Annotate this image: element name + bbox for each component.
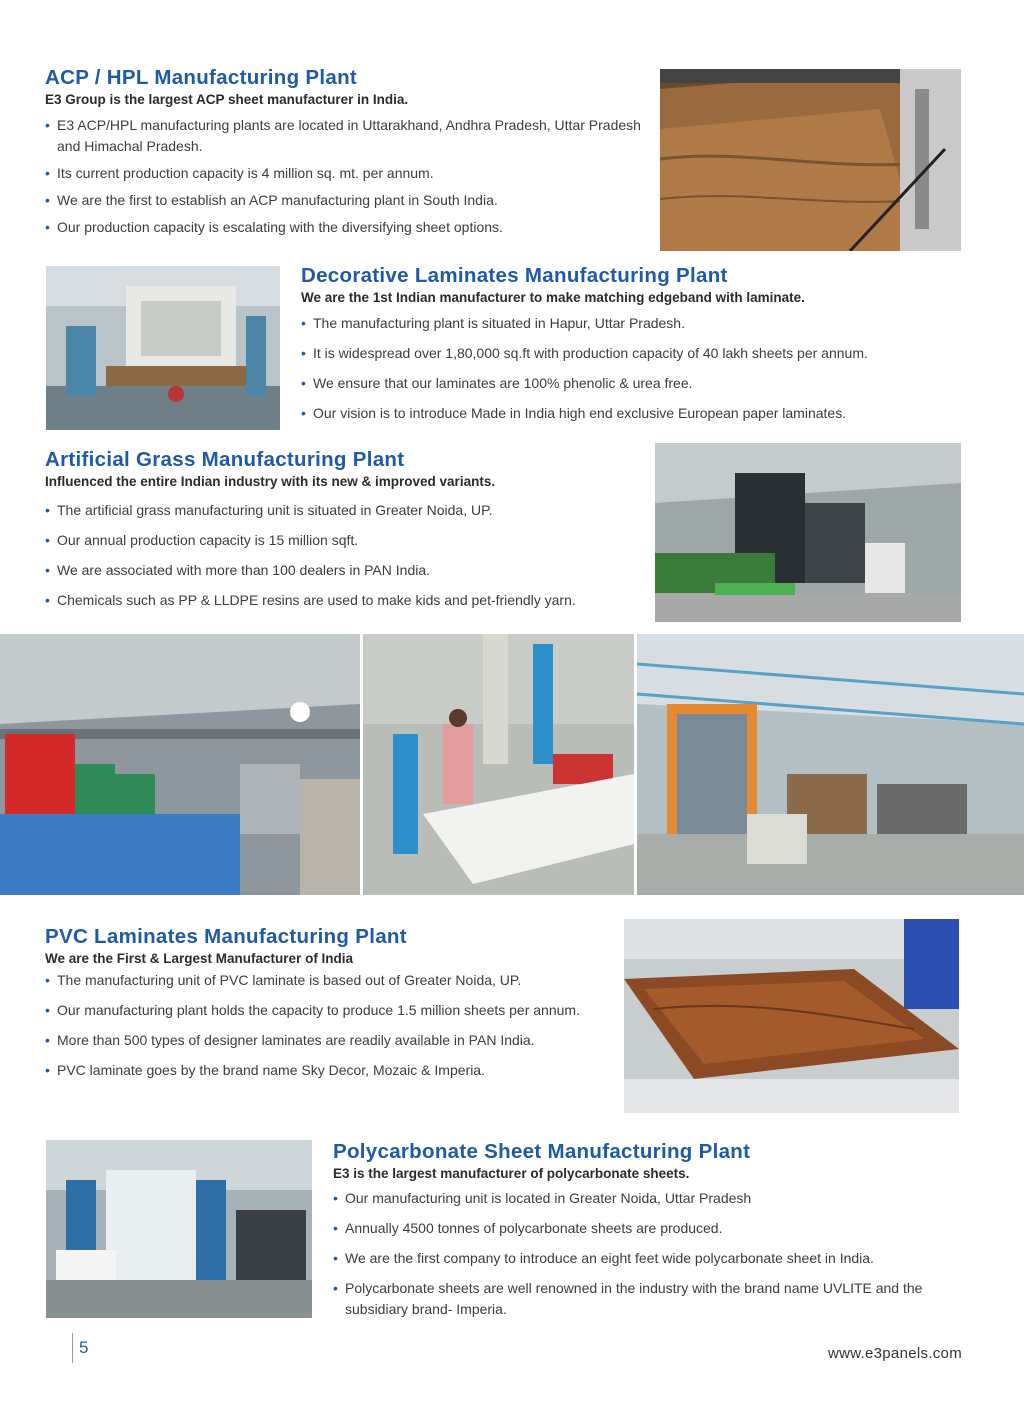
section-subtitle: E3 Group is the largest ACP sheet manufacturer in India.: [45, 92, 409, 107]
website-link[interactable]: www.e3panels.com: [827, 1345, 962, 1362]
list-item: • Our manufacturing plant holds the capacity to produce 1.5 million sheets per annum.: [45, 1000, 612, 1021]
pvc-laminate-sheet-photo: [624, 919, 959, 1113]
section-artificial-grass: [45, 448, 655, 611]
factory-floor-machines-photo: [0, 634, 360, 895]
list-item: • PVC laminate goes by the brand name Sky Decor, Mozaic & Imperia.: [45, 1060, 612, 1081]
section-subtitle: We are the First & Largest Manufacturer of India: [45, 951, 354, 966]
list-item: • Our vision is to introduce Made in India high end exclusive European paper laminates.: [301, 403, 981, 424]
list-item: • We ensure that our laminates are 100% phenolic & urea free.: [301, 373, 981, 394]
section-subtitle: We are the 1st Indian manufacturer to make matching edgeband with laminate.: [301, 290, 805, 305]
list-item: • Its current production capacity is 4 million sq. mt. per annum.: [45, 163, 650, 184]
bullet-list: [45, 500, 655, 611]
list-item: • The manufacturing unit of PVC laminate is based out of Greater Noida, UP.: [45, 970, 612, 991]
section-title: ACP / HPL Manufacturing Plant: [45, 66, 358, 89]
polycarbonate-production-line-photo: [46, 1140, 312, 1318]
list-item: • Our manufacturing unit is located in Greater Noida, Uttar Pradesh: [333, 1188, 978, 1209]
list-item: • Our production capacity is escalating with the diversifying sheet options.: [45, 217, 650, 238]
list-item: • Annually 4500 tonnes of polycarbonate sheets are produced.: [333, 1218, 978, 1239]
bullet-list: [45, 115, 650, 238]
artificial-grass-factory-photo: [655, 443, 961, 622]
section-title: Decorative Laminates Manufacturing Plant: [301, 264, 728, 287]
list-item: • We are associated with more than 100 dealers in PAN India.: [45, 560, 655, 581]
list-item: • It is widespread over 1,80,000 sq.ft with production capacity of 40 lakh sheets per annum.: [301, 343, 981, 364]
bullet-list: [45, 970, 612, 1081]
list-item: • More than 500 types of designer laminates are readily available in PAN India.: [45, 1030, 612, 1051]
list-item: • Polycarbonate sheets are well renowned in the industry with the brand name UVLITE and the subsidiary brand- Imperia.: [333, 1278, 978, 1320]
section-polycarbonate: [333, 1140, 978, 1320]
acp-wood-sheet-photo: [660, 69, 961, 251]
list-item: • The manufacturing plant is situated in Hapur, Uttar Pradesh.: [301, 313, 981, 334]
section-decorative-laminates: [301, 264, 981, 424]
list-item: • Chemicals such as PP & LLDPE resins are used to make kids and pet-friendly yarn.: [45, 590, 655, 611]
section-subtitle: E3 is the largest manufacturer of polycarbonate sheets.: [333, 1166, 690, 1181]
section-subtitle: Influenced the entire Indian industry with its new & improved variants.: [45, 474, 496, 489]
warehouse-stacked-sheets-photo: [637, 634, 1024, 895]
worker-laminate-table-photo: [363, 634, 634, 895]
section-acp-hpl: [45, 66, 650, 238]
section-title: PVC Laminates Manufacturing Plant: [45, 925, 407, 948]
section-title: Artificial Grass Manufacturing Plant: [45, 448, 405, 471]
bullet-list: [333, 1188, 978, 1320]
list-item: • The artificial grass manufacturing unit is situated in Greater Noida, UP.: [45, 500, 655, 521]
page-number: 5: [79, 1338, 89, 1357]
list-item: • We are the first company to introduce an eight feet wide polycarbonate sheet in India.: [333, 1248, 978, 1269]
footer-divider: [72, 1333, 73, 1363]
list-item: • E3 ACP/HPL manufacturing plants are located in Uttarakhand, Andhra Pradesh, Uttar Pradesh and Himachal Pradesh.: [45, 115, 650, 157]
section-title: Polycarbonate Sheet Manufacturing Plant: [333, 1140, 751, 1163]
decorative-press-machine-photo: [46, 266, 280, 430]
list-item: • Our annual production capacity is 15 million sqft.: [45, 530, 655, 551]
list-item: • We are the first to establish an ACP manufacturing plant in South India.: [45, 190, 650, 211]
bullet-list: [301, 313, 981, 424]
section-pvc-laminates: [45, 925, 612, 1081]
